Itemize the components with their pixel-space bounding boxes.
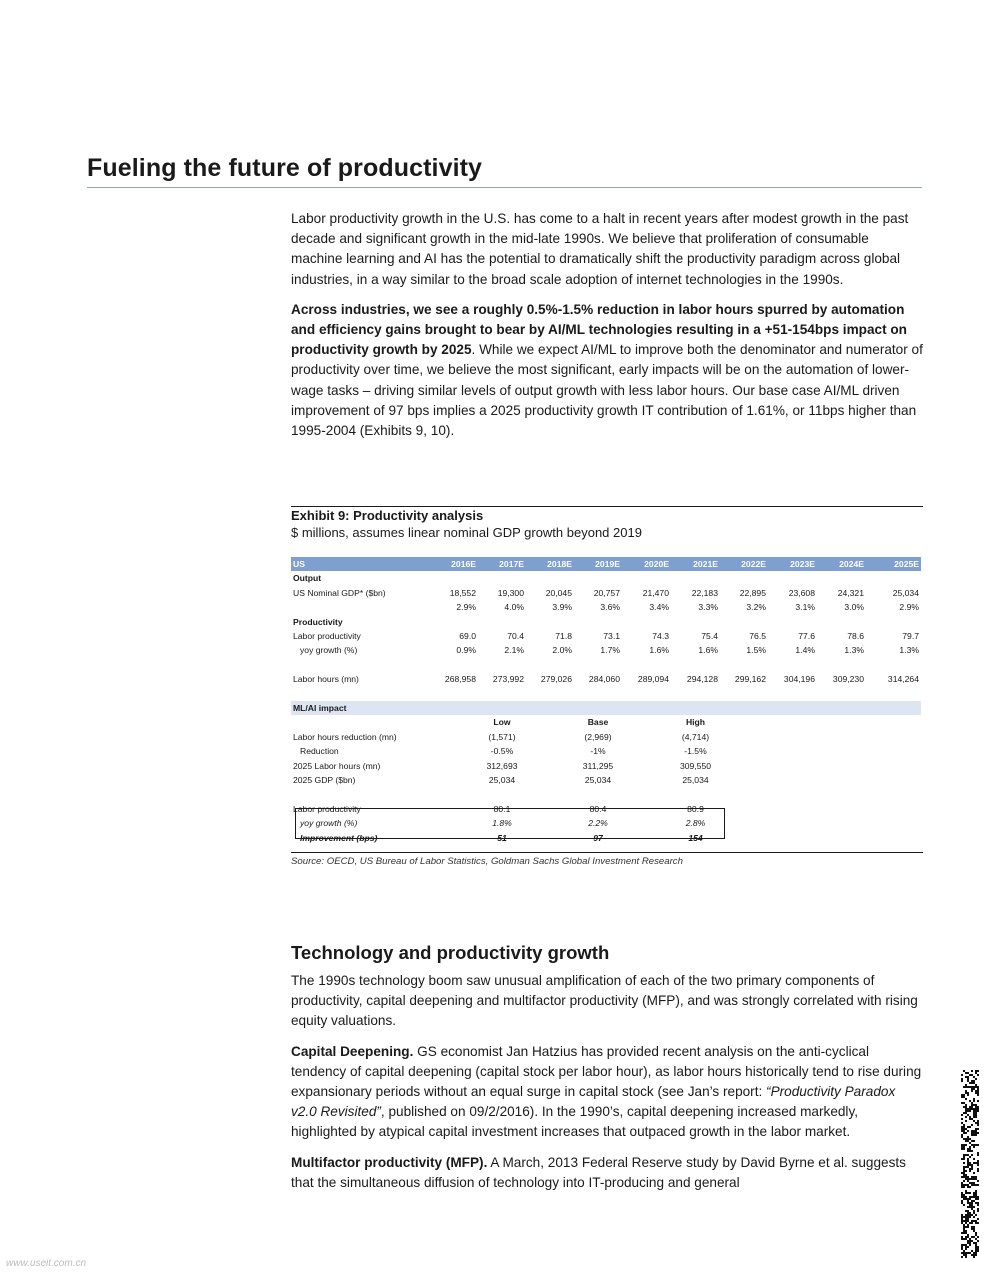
row-label: 2025 Labor hours (mn) bbox=[293, 760, 381, 771]
empty-cell bbox=[768, 730, 817, 744]
scenario-value: Low bbox=[493, 717, 511, 728]
section-row bbox=[291, 615, 921, 629]
value-cell: 71.8 bbox=[555, 631, 572, 642]
value-cell: 20,045 bbox=[545, 587, 572, 598]
spacer-cell bbox=[291, 687, 921, 701]
scenario-value: 2.8% bbox=[685, 818, 706, 829]
empty-cell bbox=[622, 744, 671, 758]
watermark: www.useit.com.cn bbox=[6, 1258, 87, 1269]
spacer-cell bbox=[291, 787, 921, 801]
empty-cell bbox=[866, 816, 921, 830]
value-cell: 3.9% bbox=[552, 602, 572, 613]
year-header: 2019E bbox=[574, 557, 622, 571]
row-label: Labor hours reduction (mn) bbox=[293, 731, 397, 742]
year-header: 2025E bbox=[866, 557, 921, 571]
empty-cell bbox=[526, 744, 574, 758]
value-cell: 1.4% bbox=[795, 645, 815, 656]
spacer-cell bbox=[291, 658, 921, 672]
qr-code-icon bbox=[961, 1070, 979, 1258]
labor-productivity-row bbox=[291, 629, 921, 643]
value-cell: 314,264 bbox=[887, 674, 919, 685]
row-label: yoy growth (%) bbox=[300, 818, 358, 829]
empty-cell bbox=[768, 759, 817, 773]
value-cell: 24,321 bbox=[837, 587, 864, 598]
empty-cell bbox=[866, 802, 921, 816]
exhibit-top-rule bbox=[291, 506, 923, 507]
productivity-growth-row bbox=[291, 643, 921, 657]
empty-cell bbox=[720, 730, 768, 744]
empty-cell bbox=[866, 759, 921, 773]
empty-cell bbox=[428, 730, 478, 744]
section-label: Output bbox=[293, 573, 322, 584]
empty-cell bbox=[866, 831, 921, 845]
section2-p3-rest: A March, 2013 Federal Reserve study by David Byrne et al. suggests that the simultaneous diffusion of technology into IT-producing and general bbox=[291, 1154, 906, 1190]
value-cell: 73.1 bbox=[603, 631, 620, 642]
year-header: 2017E bbox=[478, 557, 526, 571]
value-cell: 1.3% bbox=[844, 645, 864, 656]
empty-cell bbox=[866, 715, 921, 729]
page-title: Fueling the future of productivity bbox=[87, 154, 483, 182]
scenario-value: 80.4 bbox=[589, 803, 607, 814]
value-cell: 1.3% bbox=[899, 645, 919, 656]
capital-deepening-label: Capital Deepening. bbox=[291, 1043, 414, 1059]
value-cell: 74.3 bbox=[652, 631, 669, 642]
empty-cell bbox=[817, 759, 866, 773]
row-label: Improvement (bps) bbox=[300, 832, 378, 843]
value-cell: 3.4% bbox=[649, 602, 669, 613]
row-label: US Nominal GDP* ($bn) bbox=[293, 587, 386, 598]
year-header: 2021E bbox=[671, 557, 720, 571]
value-cell: 23,608 bbox=[788, 587, 815, 598]
section-label: Productivity bbox=[293, 616, 343, 627]
empty-cell bbox=[428, 744, 478, 758]
report-title: “Productivity Paradox v2.0 Revisited” bbox=[291, 1084, 896, 1120]
value-cell: 2.9% bbox=[456, 602, 476, 613]
scenario-value: 80.9 bbox=[687, 803, 704, 814]
empty-cell bbox=[817, 802, 866, 816]
empty-cell bbox=[720, 831, 768, 845]
productivity-table bbox=[291, 557, 921, 845]
value-cell: 75.4 bbox=[701, 631, 718, 642]
empty-cell bbox=[720, 759, 768, 773]
value-cell: 1.5% bbox=[746, 645, 766, 656]
intro-paragraph-1: Labor productivity growth in the U.S. has come to a halt in recent years after modest growth in the past decade and significant growth in the mid-late 1990s. We believe that proliferation of consumable machine learning and AI has the potential to dramatically shift the productivity paradigm across global industries, in a way similar to the broad scale adoption of internet technologies in the 1990s. bbox=[291, 211, 909, 287]
empty-cell bbox=[768, 715, 817, 729]
empty-cell bbox=[428, 715, 478, 729]
row-label: Labor productivity bbox=[293, 631, 361, 642]
value-cell: 279,026 bbox=[540, 674, 572, 685]
value-cell: 1.7% bbox=[600, 645, 620, 656]
scenario-value: 2.2% bbox=[588, 818, 608, 829]
scenario-value: (1,571) bbox=[488, 731, 516, 742]
empty-cell bbox=[428, 759, 478, 773]
scenario-value: 97 bbox=[593, 832, 603, 843]
value-cell: 1.6% bbox=[698, 645, 718, 656]
empty-cell bbox=[720, 715, 768, 729]
value-cell: 79.7 bbox=[902, 631, 919, 642]
scenario-value: (4,714) bbox=[681, 731, 710, 742]
scenario-value: -1% bbox=[590, 746, 606, 757]
empty-cell bbox=[526, 759, 574, 773]
empty-cell bbox=[817, 744, 866, 758]
value-cell: 2.9% bbox=[899, 602, 919, 613]
title-rule bbox=[87, 187, 922, 188]
empty-cell bbox=[817, 715, 866, 729]
ml-section-label: ML/AI impact bbox=[291, 701, 921, 715]
value-cell: 299,162 bbox=[734, 674, 766, 685]
empty-cell bbox=[720, 773, 768, 787]
empty-cell bbox=[526, 773, 574, 787]
section-heading: Technology and productivity growth bbox=[291, 942, 610, 963]
empty-cell bbox=[720, 816, 768, 830]
section2-p2-part-a: GS economist Jan Hatzius has provided recent analysis on the anti-cyclical tendency of capital deepening (capital stock per labor hour), as labor hours historically tend to rise during expansionary periods without an equal surge in capital stock (see Jan’s report: bbox=[291, 1043, 922, 1100]
scenario-value: 25,034 bbox=[584, 775, 612, 786]
ml-header-row bbox=[291, 701, 921, 715]
value-cell: 284,060 bbox=[588, 674, 620, 685]
intro-text bbox=[291, 209, 923, 441]
scenario-value: 312,693 bbox=[486, 760, 518, 771]
exhibit-subtitle: $ millions, assumes linear nominal GDP growth beyond 2019 bbox=[291, 525, 642, 540]
scenario-value: 1.8% bbox=[492, 818, 512, 829]
empty-cell bbox=[526, 730, 574, 744]
empty-cell bbox=[866, 773, 921, 787]
intro-p2-bold: Across industries, we see a roughly 0.5%-1.5% reduction in labor hours spurred by automation and efficiency gains brought to bear by AI/ML technologies resulting in a +51-154bps impact on productivity growth by 2025 bbox=[291, 301, 907, 358]
scenario-value: 51 bbox=[497, 832, 507, 843]
value-cell: 304,196 bbox=[783, 674, 815, 685]
empty-cell bbox=[817, 730, 866, 744]
empty-cell bbox=[768, 773, 817, 787]
section2-paragraph-3 bbox=[291, 1153, 923, 1193]
intro-paragraph-2 bbox=[291, 300, 923, 441]
row-label: 2025 GDP ($bn) bbox=[293, 775, 356, 786]
year-header: 2020E bbox=[622, 557, 671, 571]
country-header: US bbox=[291, 557, 428, 571]
reduction-pct-row bbox=[291, 744, 921, 758]
scenario-value: Base bbox=[587, 717, 609, 728]
year-header: 2024E bbox=[817, 557, 866, 571]
year-header: 2023E bbox=[768, 557, 817, 571]
value-cell: 76.5 bbox=[749, 631, 766, 642]
scenario-value: 311,295 bbox=[582, 760, 614, 771]
empty-cell bbox=[622, 759, 671, 773]
empty-cell bbox=[768, 831, 817, 845]
value-cell: 2.1% bbox=[504, 645, 524, 656]
empty-cell bbox=[622, 715, 671, 729]
value-cell: 69.0 bbox=[459, 631, 476, 642]
scenario-value: -0.5% bbox=[490, 746, 514, 757]
value-cell: 3.6% bbox=[600, 602, 620, 613]
value-cell: 18,552 bbox=[449, 587, 476, 598]
exhibit-bottom-rule bbox=[291, 852, 923, 853]
scenario-value: (2,969) bbox=[584, 731, 612, 742]
highlight-box bbox=[295, 808, 725, 839]
year-header: 2018E bbox=[526, 557, 574, 571]
empty-cell bbox=[428, 773, 478, 787]
empty-cell bbox=[866, 730, 921, 744]
value-cell: 22,183 bbox=[691, 587, 718, 598]
value-cell: 2.0% bbox=[552, 645, 572, 656]
mfp-label: Multifactor productivity (MFP). bbox=[291, 1154, 488, 1170]
value-cell: 21,470 bbox=[642, 587, 669, 598]
reduction-mn-row bbox=[291, 730, 921, 744]
section-row bbox=[291, 571, 921, 585]
empty-cell bbox=[720, 802, 768, 816]
scenario-value: 25,034 bbox=[488, 775, 516, 786]
row-label: yoy growth (%) bbox=[300, 645, 358, 656]
value-cell: 273,992 bbox=[492, 674, 524, 685]
value-cell: 3.0% bbox=[844, 602, 864, 613]
gdp-growth-row bbox=[291, 600, 921, 614]
row-label: Labor hours (mn) bbox=[293, 674, 359, 685]
scenario-value: 25,034 bbox=[682, 775, 709, 786]
year-header: 2016E bbox=[428, 557, 478, 571]
value-cell: 70.4 bbox=[507, 631, 524, 642]
value-cell: 1.6% bbox=[649, 645, 669, 656]
exhibit-title: Exhibit 9: Productivity analysis bbox=[291, 508, 484, 523]
row-label: Labor productivity bbox=[293, 803, 361, 814]
value-cell: 77.6 bbox=[798, 631, 815, 642]
value-cell: 22,895 bbox=[739, 587, 766, 598]
empty-cell bbox=[817, 773, 866, 787]
empty-cell bbox=[768, 802, 817, 816]
row-label bbox=[291, 715, 428, 729]
section2-paragraph-1: The 1990s technology boom saw unusual amplification of each of the two primary components of productivity, capital deepening and multifactor productivity (MFP), and was strongly correlated with rising equity valuations. bbox=[291, 973, 918, 1029]
section2-p2-part-b: , published on 09/2/2016). In the 1990’s, capital deepening increased markedly, highlighted by atypical capital investment increases that outpaced growth in the labor market. bbox=[291, 1104, 859, 1140]
hours-2025-row bbox=[291, 759, 921, 773]
year-header: 2022E bbox=[720, 557, 768, 571]
value-cell: 3.2% bbox=[746, 602, 766, 613]
empty-cell bbox=[622, 773, 671, 787]
spacer-row bbox=[291, 687, 921, 701]
header-row bbox=[291, 557, 921, 571]
exhibit-source: Source: OECD, US Bureau of Labor Statistics, Goldman Sachs Global Investment Research bbox=[291, 856, 683, 867]
empty-cell bbox=[720, 744, 768, 758]
value-cell: 309,230 bbox=[832, 674, 864, 685]
labor-hours-row bbox=[291, 672, 921, 686]
value-cell: 0.9% bbox=[456, 645, 476, 656]
value-cell: 3.3% bbox=[698, 602, 718, 613]
empty-cell bbox=[866, 744, 921, 758]
value-cell: 78.6 bbox=[847, 631, 864, 642]
scenario-value: 80.1 bbox=[493, 803, 511, 814]
value-cell: 268,958 bbox=[444, 674, 476, 685]
value-cell: 4.0% bbox=[504, 602, 524, 613]
empty-cell bbox=[768, 744, 817, 758]
value-cell: 294,128 bbox=[686, 674, 718, 685]
empty-cell bbox=[817, 831, 866, 845]
value-cell: 25,034 bbox=[892, 587, 919, 598]
spacer-row bbox=[291, 787, 921, 801]
gdp-2025-row bbox=[291, 773, 921, 787]
empty-cell bbox=[817, 816, 866, 830]
scenario-header-row bbox=[291, 715, 921, 729]
section2-paragraph-2 bbox=[291, 1042, 923, 1143]
spacer-row bbox=[291, 658, 921, 672]
gdp-row bbox=[291, 586, 921, 600]
scenario-value: -1.5% bbox=[684, 746, 707, 757]
scenario-value: 309,550 bbox=[679, 760, 712, 771]
value-cell: 289,094 bbox=[637, 674, 669, 685]
intro-p2-rest: . While we expect AI/ML to improve both the denominator and numerator of productivity over time, we believe the most significant, early impacts will be on the automation of lower-wage tasks – driving similar levels of output growth with less labor hours. Our base case AI/ML driven improvement of 97 bps implies a 2025 productivity growth IT contribution of 1.61%, or 11bps higher than 1995-2004 (Exhibits 9, 10). bbox=[291, 342, 923, 439]
scenario-value: 154 bbox=[688, 832, 703, 843]
value-cell: 3.1% bbox=[795, 602, 815, 613]
empty-cell bbox=[526, 715, 574, 729]
empty-cell bbox=[622, 730, 671, 744]
section2-text bbox=[291, 971, 923, 1193]
value-cell: 20,757 bbox=[593, 587, 620, 598]
scenario-value: High bbox=[685, 717, 706, 728]
value-cell: 19,300 bbox=[497, 587, 524, 598]
row-label bbox=[291, 600, 428, 614]
empty-cell bbox=[768, 816, 817, 830]
row-label: Reduction bbox=[300, 746, 339, 757]
